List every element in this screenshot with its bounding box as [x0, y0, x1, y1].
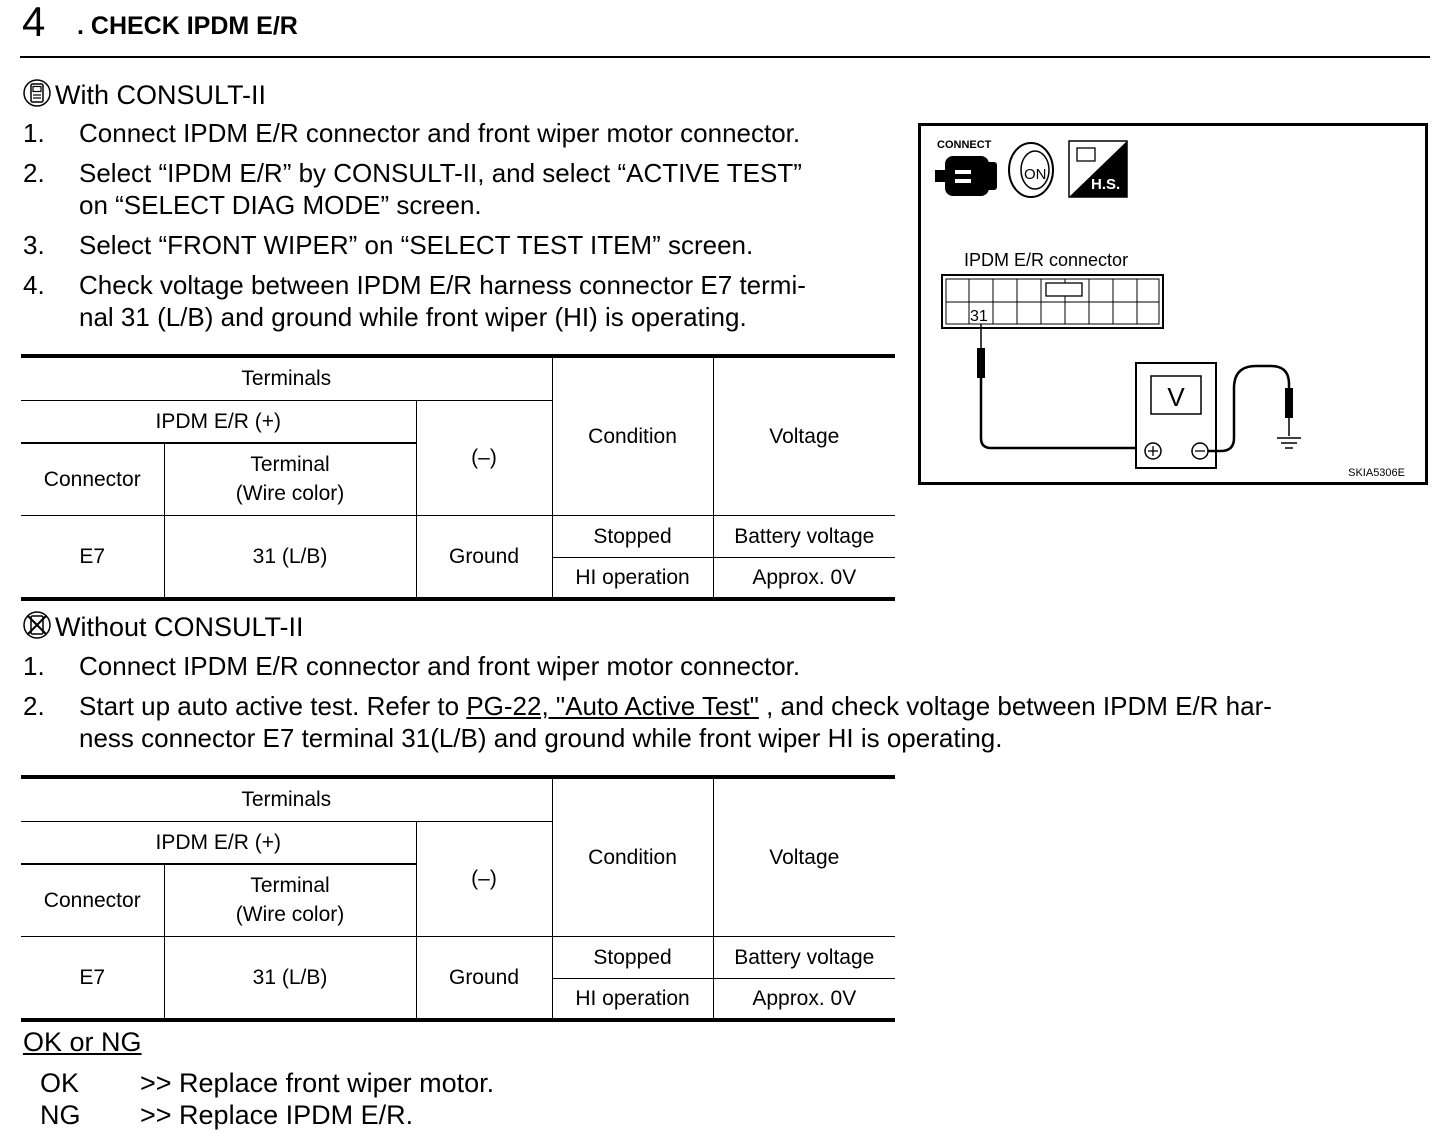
step-num: 2. — [23, 158, 45, 188]
figure-id: SKIA5306E — [1348, 467, 1405, 479]
condition-header: Condition — [552, 356, 713, 515]
harness-side-icon — [1069, 141, 1127, 197]
step-text: ness connector E7 terminal 31(L/B) and ground while front wiper HI is operating. — [79, 723, 1003, 753]
condition-stopped: Stopped — [552, 515, 713, 557]
voltage-stopped: Battery voltage — [713, 515, 895, 557]
minus-header: (–) — [416, 400, 552, 515]
terminal-label: Terminal — [250, 874, 330, 898]
with-consult-heading-text: With CONSULT-II — [55, 80, 267, 110]
auto-active-test-link[interactable]: PG-22, "Auto Active Test" — [466, 691, 759, 721]
connector-cell: E7 — [21, 515, 164, 599]
step-num: 1. — [23, 118, 45, 148]
voltage-header: Voltage — [713, 777, 895, 936]
no-consult-icon — [22, 610, 52, 640]
step-num: 2. — [23, 691, 45, 721]
wire-color-label: (Wire color) — [235, 482, 345, 506]
step-text: Check voltage between IPDM E/R harness connector E7 termi- — [79, 270, 806, 300]
on-label: ON — [1024, 166, 1047, 183]
ignition-on-icon — [1009, 143, 1053, 197]
voltage-table-no-consult — [21, 775, 895, 1022]
result-ng-code: NG — [40, 1100, 81, 1130]
terminal-cell: 31 (L/B) — [164, 515, 416, 599]
step-text — [79, 690, 1272, 722]
ground-symbol-icon — [1277, 438, 1301, 448]
ipdm-connector — [942, 275, 1163, 328]
step-num: 4. — [23, 270, 45, 300]
header-rule — [20, 56, 1430, 58]
terminals-header: Terminals — [21, 356, 552, 400]
step-text: Select “IPDM E/R” by CONSULT-II, and select “ACTIVE TEST” — [79, 158, 802, 188]
step-text: Select “FRONT WIPER” on “SELECT TEST ITEM” screen. — [79, 230, 754, 260]
connector-header: Connector — [21, 864, 164, 936]
voltage-stopped: Battery voltage — [713, 936, 895, 978]
with-consult-heading — [22, 78, 266, 111]
connect-icon — [935, 139, 997, 196]
connector-cell: E7 — [21, 936, 164, 1020]
condition-header: Condition — [552, 777, 713, 936]
step-text: nal 31 (L/B) and ground while front wiper (HI) is operating. — [79, 302, 747, 332]
condition-stopped: Stopped — [552, 936, 713, 978]
step-text: on “SELECT DIAG MODE” screen. — [79, 190, 482, 220]
result-ok-code: OK — [40, 1068, 80, 1098]
result-ok-action: >> Replace front wiper motor. — [140, 1068, 495, 1098]
step-num: 3. — [23, 230, 45, 260]
terminal-header — [164, 864, 416, 936]
terminals-header: Terminals — [21, 777, 552, 821]
without-consult-heading-text: Without CONSULT-II — [55, 612, 304, 642]
terminal-header — [164, 443, 416, 515]
step-title: . CHECK IPDM E/R — [77, 12, 298, 40]
ipdm-plus-header: IPDM E/R (+) — [21, 821, 416, 864]
connector-header: Connector — [21, 443, 164, 515]
voltage-header: Voltage — [713, 356, 895, 515]
voltage-hi: Approx. 0V — [713, 557, 895, 599]
without-consult-heading — [22, 610, 304, 643]
ground-cell: Ground — [416, 515, 552, 599]
connect-label: CONNECT — [937, 139, 992, 151]
voltmeter — [1136, 363, 1216, 468]
consult-ii-icon — [22, 78, 52, 108]
condition-hi: HI operation — [552, 978, 713, 1020]
wire-color-label: (Wire color) — [235, 903, 345, 927]
step-text-pre: Start up auto active test. Refer to — [79, 691, 467, 721]
result-ng-action: >> Replace IPDM E/R. — [140, 1100, 414, 1130]
voltage-table-consult — [21, 354, 895, 601]
condition-hi: HI operation — [552, 557, 713, 599]
ok-ng-heading: OK or NG — [23, 1027, 142, 1057]
step-text: Connect IPDM E/R connector and front wiper motor connector. — [79, 118, 801, 148]
terminal-label: Terminal — [250, 453, 330, 477]
step-text: Connect IPDM E/R connector and front wiper motor connector. — [79, 651, 801, 681]
step-number: 4 — [22, 0, 46, 45]
voltage-hi: Approx. 0V — [713, 978, 895, 1020]
ipdm-plus-header: IPDM E/R (+) — [21, 400, 416, 443]
terminal-cell: 31 (L/B) — [164, 936, 416, 1020]
step-text-post: , and check voltage between IPDM E/R har- — [758, 691, 1272, 721]
connector-label: IPDM E/R connector — [964, 250, 1129, 270]
step-num: 1. — [23, 651, 45, 681]
pin-label: 31 — [970, 308, 988, 325]
hs-label: H.S. — [1091, 176, 1121, 193]
connector-diagram — [918, 123, 1428, 485]
probe-lead-positive — [977, 324, 1151, 448]
meter-label: V — [1167, 382, 1185, 412]
minus-header: (–) — [416, 821, 552, 936]
ground-cell: Ground — [416, 936, 552, 1020]
